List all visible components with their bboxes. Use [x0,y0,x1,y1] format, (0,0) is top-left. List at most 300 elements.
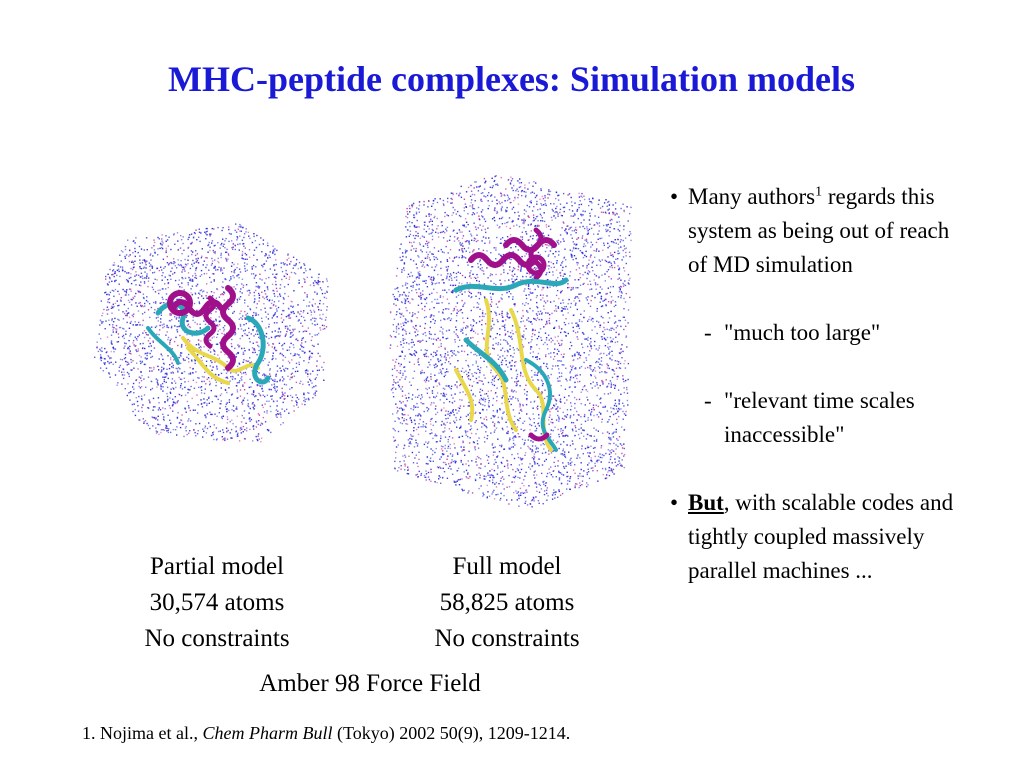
water-dot [174,272,175,273]
water-dot [437,299,438,300]
water-dot [179,394,180,395]
water-dot [162,288,163,289]
water-dot [301,346,302,347]
water-dot [436,435,437,436]
water-dot [530,236,531,237]
water-dot [113,264,114,265]
water-dot [558,306,559,307]
water-dot [234,277,235,278]
water-dot [163,419,164,420]
water-dot [492,379,493,380]
water-dot [220,244,221,245]
water-dot [260,425,261,426]
water-dot [522,423,523,424]
water-dot [239,249,240,250]
water-dot [196,258,197,259]
water-dot [595,284,596,285]
water-dot [244,300,245,301]
water-dot [322,281,323,282]
water-dot [242,384,243,385]
water-dot [244,311,245,312]
water-dot [212,337,213,338]
water-dot [419,271,420,272]
water-dot [405,423,406,424]
water-dot [171,366,172,367]
water-dot [395,388,396,389]
water-dot [453,461,454,462]
water-dot [237,366,238,367]
water-dot [536,268,537,269]
water-dot [318,281,319,282]
water-dot [518,433,519,434]
water-dot [600,302,601,303]
water-dot [105,320,106,321]
water-dot [461,399,462,400]
water-dot [548,226,549,227]
water-dot [312,318,313,319]
water-dot [615,321,616,322]
water-dot [192,286,193,287]
water-dot [502,265,503,266]
water-dot [270,368,271,369]
water-dot [490,187,491,188]
water-dot [532,210,533,211]
water-dot [476,459,477,460]
water-dot [279,380,280,381]
water-dot [199,347,200,348]
water-dot [419,419,420,420]
water-dot [492,422,493,423]
water-dot [621,295,622,296]
water-dot [461,371,462,372]
water-dot [404,455,405,456]
water-dot [480,475,481,476]
water-dot [568,312,569,313]
water-dot [309,301,310,302]
water-dot [398,444,399,445]
water-dot [440,268,441,269]
water-dot [390,311,391,312]
water-dot [309,333,310,334]
water-dot [304,265,305,266]
water-dot [468,372,469,373]
water-dot [545,197,546,198]
water-dot [98,351,99,352]
water-dot [308,399,309,400]
water-dot [545,274,546,275]
water-dot [499,203,500,204]
water-dot [449,436,450,437]
water-dot [220,294,221,295]
water-dot [457,470,458,471]
water-dot [478,488,479,489]
water-dot [169,397,170,398]
water-dot [453,285,454,286]
water-dot [245,423,246,424]
water-dot [468,460,469,461]
water-dot [607,209,608,210]
water-dot [473,249,474,250]
water-dot [433,277,434,278]
water-dot [487,475,488,476]
water-dot [432,454,433,455]
water-dot [468,378,469,379]
water-dot [199,241,200,242]
water-dot [494,431,495,432]
water-dot [583,436,584,437]
water-dot [127,372,128,373]
water-dot [476,235,477,236]
water-dot [617,360,618,361]
water-dot [209,384,210,385]
water-dot [464,248,465,249]
water-dot [148,425,149,426]
water-dot [492,479,493,480]
water-dot [454,414,455,415]
water-dot [442,395,443,396]
water-dot [104,358,105,359]
water-dot [209,277,210,278]
water-dot [567,409,568,410]
water-dot [555,198,556,199]
water-dot [126,292,127,293]
water-dot [626,387,627,388]
water-dot [413,407,414,408]
water-dot [430,327,431,328]
water-dot [313,386,314,387]
water-dot [587,367,588,368]
water-dot [276,405,277,406]
water-dot [591,300,592,301]
water-dot [561,227,562,228]
water-dot [128,308,129,309]
water-dot [284,370,285,371]
water-dot [537,220,538,221]
water-dot [590,338,591,339]
water-dot [276,264,277,265]
water-dot [237,391,238,392]
water-dot [122,268,123,269]
water-dot [430,321,431,322]
water-dot [170,271,171,272]
water-dot [113,331,114,332]
water-dot [263,407,264,408]
water-dot [125,294,126,295]
water-dot [101,321,102,322]
water-dot [402,252,403,253]
water-dot [427,389,428,390]
water-dot [591,348,592,349]
water-dot [265,327,266,328]
water-dot [549,318,550,319]
water-dot [144,421,145,422]
water-dot [127,348,128,349]
water-dot [158,397,159,398]
water-dot [490,304,491,305]
water-dot [177,259,178,260]
water-dot [113,364,114,365]
water-dot [555,251,556,252]
water-dot [125,249,126,250]
water-dot [547,279,548,280]
water-dot [418,311,419,312]
water-dot [274,386,275,387]
water-dot [423,403,424,404]
water-dot [203,290,204,291]
water-dot [411,290,412,291]
water-dot [154,312,155,313]
water-dot [239,313,240,314]
water-dot [428,472,429,473]
water-dot [243,352,244,353]
water-dot [167,331,168,332]
water-dot [162,429,163,430]
water-dot [231,429,232,430]
water-dot [206,361,207,362]
water-dot [560,204,561,205]
water-dot [257,440,258,441]
water-dot [494,459,495,460]
water-dot [530,419,531,420]
water-dot [293,311,294,312]
water-dot [564,402,565,403]
water-dot [122,311,123,312]
water-dot [456,413,457,414]
water-dot [578,279,579,280]
water-dot [167,262,168,263]
water-dot [220,270,221,271]
water-dot [215,385,216,386]
water-dot [577,358,578,359]
water-dot [482,192,483,193]
water-dot [211,291,212,292]
water-dot [281,314,282,315]
water-dot [301,342,302,343]
water-dot [459,484,460,485]
water-dot [291,387,292,388]
water-dot [523,218,524,219]
water-dot [495,184,496,185]
water-dot [610,407,611,408]
water-dot [414,313,415,314]
water-dot [465,241,466,242]
water-dot [490,296,491,297]
water-dot [287,350,288,351]
water-dot [133,340,134,341]
water-dot [564,306,565,307]
water-dot [211,378,212,379]
water-dot [444,232,445,233]
water-dot [393,294,394,295]
water-dot [107,313,108,314]
water-dot [577,336,578,337]
water-dot [249,418,250,419]
water-dot [532,457,533,458]
water-dot [545,356,546,357]
water-dot [177,232,178,233]
water-dot [241,348,242,349]
water-dot [613,431,614,432]
water-dot [256,354,257,355]
water-dot [311,277,312,278]
water-dot [568,395,569,396]
water-dot [579,267,580,268]
water-dot [192,368,193,369]
water-dot [433,338,434,339]
water-dot [580,250,581,251]
water-dot [446,230,447,231]
water-dot [578,237,579,238]
water-dot [235,333,236,334]
water-dot [216,427,217,428]
water-dot [564,456,565,457]
water-dot [243,372,244,373]
water-dot [568,299,569,300]
water-dot [296,382,297,383]
water-dot [231,266,232,267]
water-dot [576,378,577,379]
water-dot [206,405,207,406]
water-dot [326,309,327,310]
water-dot [216,365,217,366]
water-dot [118,337,119,338]
water-dot [177,345,178,346]
water-dot [521,195,522,196]
water-dot [536,204,537,205]
water-dot [253,394,254,395]
water-dot [284,293,285,294]
water-dot [518,204,519,205]
water-dot [129,261,130,262]
water-dot [541,205,542,206]
water-dot [392,388,393,389]
water-dot [481,201,482,202]
water-dot [130,350,131,351]
water-dot [115,289,116,290]
water-dot [246,360,247,361]
water-dot [574,354,575,355]
water-dot [619,267,620,268]
water-dot [587,474,588,475]
water-dot [164,401,165,402]
water-dot [511,275,512,276]
water-dot [190,420,191,421]
water-dot [158,416,159,417]
water-dot [287,368,288,369]
water-dot [215,269,216,270]
water-dot [323,303,324,304]
water-dot [183,267,184,268]
water-dot [518,457,519,458]
water-dot [611,278,612,279]
water-dot [588,471,589,472]
water-dot [287,376,288,377]
water-dot [609,266,610,267]
water-dot [275,350,276,351]
water-dot [140,363,141,364]
water-dot [247,393,248,394]
partial-model-image [88,218,338,448]
water-dot [306,369,307,370]
water-dot [459,340,460,341]
water-dot [549,414,550,415]
water-dot [233,405,234,406]
water-dot [263,264,264,265]
water-dot [294,376,295,377]
water-dot [456,420,457,421]
water-dot [529,418,530,419]
water-dot [285,368,286,369]
water-dot [279,328,280,329]
water-dot [252,242,253,243]
water-dot [420,295,421,296]
water-dot [479,298,480,299]
water-dot [180,427,181,428]
water-dot [228,229,229,230]
water-dot [460,417,461,418]
water-dot [570,402,571,403]
water-dot [198,387,199,388]
water-dot [254,404,255,405]
water-dot [147,286,148,287]
water-dot [143,297,144,298]
water-dot [150,343,151,344]
water-dot [130,392,131,393]
water-dot [276,414,277,415]
water-dot [479,281,480,282]
water-dot [326,298,327,299]
water-dot [243,287,244,288]
water-dot [560,360,561,361]
water-dot [212,401,213,402]
water-dot [596,439,597,440]
water-dot [274,277,275,278]
water-dot [214,245,215,246]
water-dot [190,410,191,411]
water-dot [447,478,448,479]
water-dot [203,264,204,265]
water-dot [494,498,495,499]
water-dot [418,364,419,365]
water-dot [234,270,235,271]
water-dot [429,233,430,234]
water-dot [558,368,559,369]
water-dot [141,248,142,249]
water-dot [266,410,267,411]
water-dot [282,271,283,272]
water-dot [591,457,592,458]
water-dot [494,181,495,182]
water-dot [244,350,245,351]
water-dot [222,429,223,430]
water-dot [534,430,535,431]
water-dot [250,309,251,310]
water-dot [274,296,275,297]
water-dot [430,404,431,405]
water-dot [604,334,605,335]
water-dot [130,323,131,324]
water-dot [453,207,454,208]
water-dot [589,271,590,272]
water-dot [459,292,460,293]
water-dot [571,227,572,228]
water-dot [174,341,175,342]
water-dot [196,344,197,345]
water-dot [561,354,562,355]
water-dot [490,336,491,337]
water-dot [598,217,599,218]
water-dot [113,347,114,348]
